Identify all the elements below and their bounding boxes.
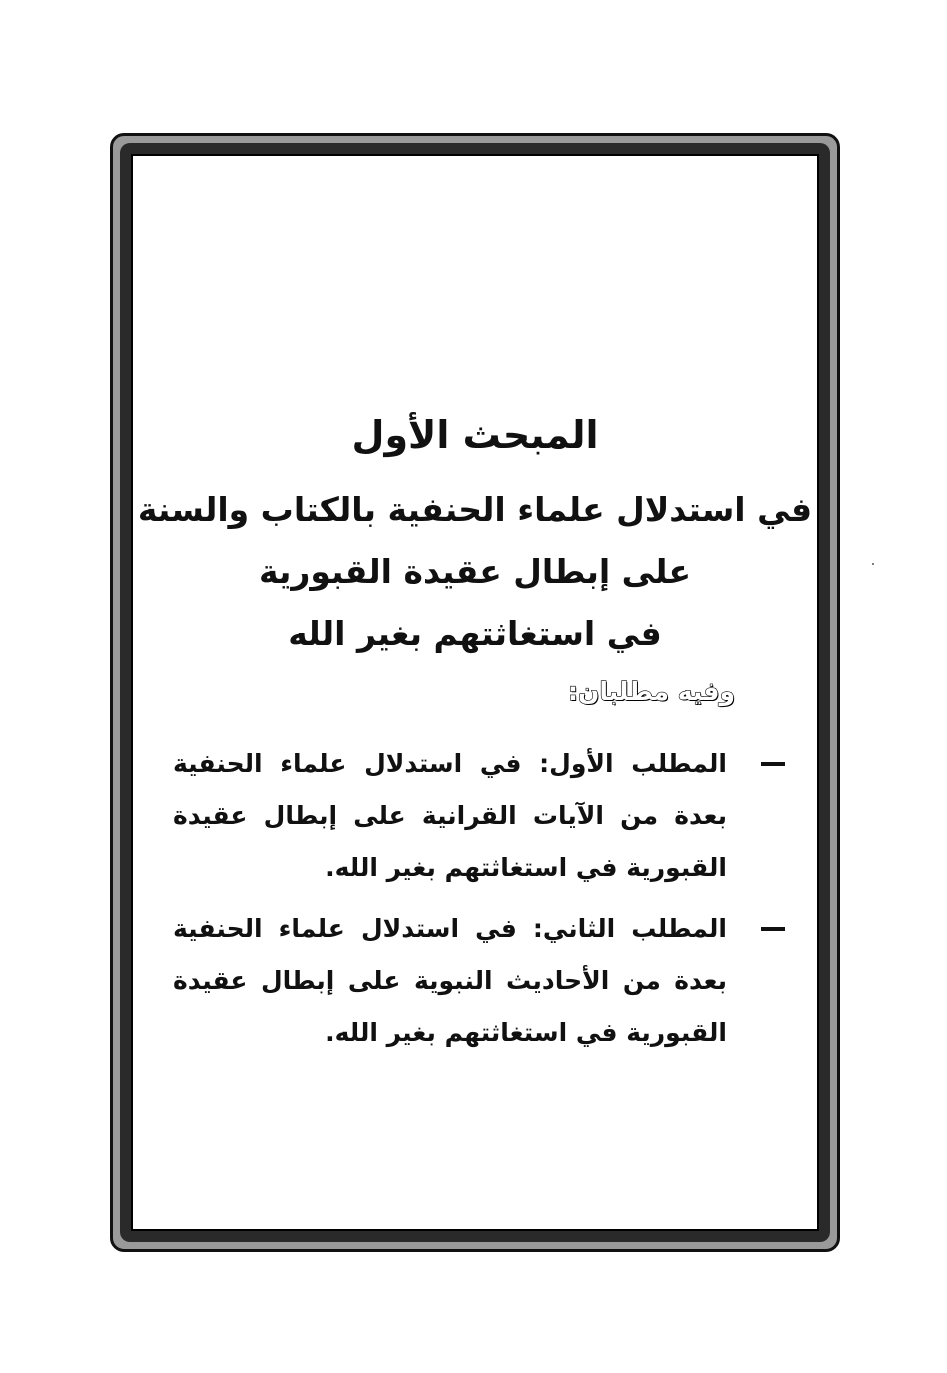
chapter-subtitle (133, 479, 817, 665)
frame-border (120, 143, 830, 1242)
chapter-title: المبحث الأول (351, 413, 599, 457)
list-item (173, 738, 785, 894)
page-frame (110, 133, 840, 1252)
subtitle-line-1: في استدلال علماء الحنفية بالكتاب والسنة (137, 490, 813, 529)
subtitle-line-3: في استغاثتهم بغير الله (288, 614, 662, 653)
intro-text: وفيه مطلبان: (568, 677, 735, 706)
list-item-text: المطلب الأول: في استدلال علماء الحنفية بعدة من الآيات القرانية على إبطال عقيدة القبورية في استغاثتهم بغير الله. (173, 749, 727, 882)
scan-speck (872, 563, 874, 565)
section-list (173, 738, 785, 1068)
list-item-text: المطلب الثاني: في استدلال علماء الحنفية بعدة من الأحاديث النبوية على إبطال عقيدة القبورية في استغاثتهم بغير الله. (173, 914, 727, 1047)
frame-content (131, 154, 819, 1231)
list-item (173, 903, 785, 1059)
chapter-heading (133, 411, 817, 665)
subtitle-line-2: على إبطال عقيدة القبورية (258, 552, 692, 591)
dash-bullet-icon (761, 927, 785, 931)
dash-bullet-icon (761, 762, 785, 766)
